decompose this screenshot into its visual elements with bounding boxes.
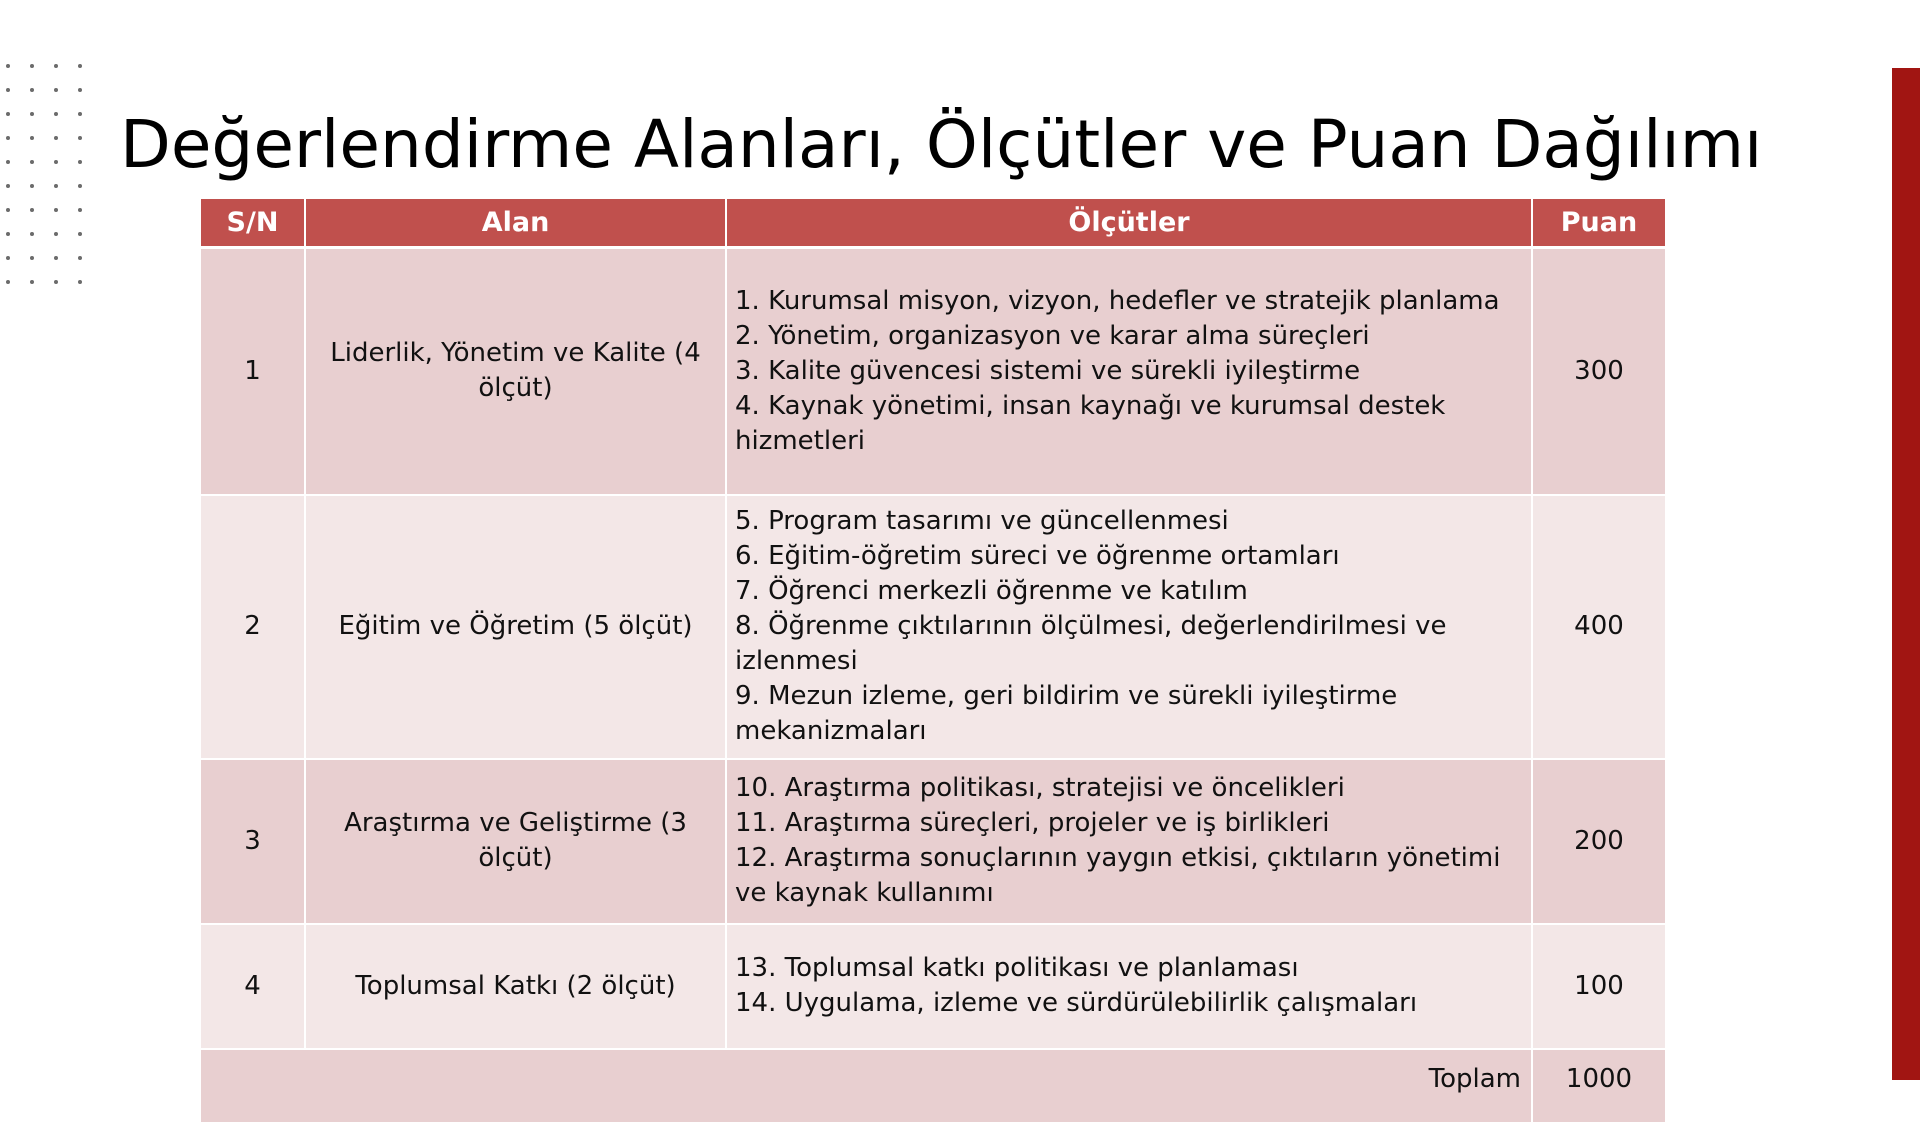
dot — [78, 88, 82, 92]
table-total-row — [201, 1049, 1665, 1123]
dot — [78, 64, 82, 68]
dot — [30, 256, 34, 260]
dot — [78, 232, 82, 236]
dot — [54, 136, 58, 140]
cell-olcutler — [726, 924, 1532, 1049]
cell-puan: 100 — [1532, 924, 1665, 1049]
dot — [54, 256, 58, 260]
dot — [6, 112, 10, 116]
criterion-item: 11. Araştırma süreçleri, projeler ve iş birlikleri — [735, 808, 1330, 838]
dot — [54, 184, 58, 188]
dot — [54, 88, 58, 92]
dot — [78, 136, 82, 140]
criteria-table-container — [201, 199, 1665, 1094]
dot — [78, 184, 82, 188]
dot — [6, 136, 10, 140]
cell-puan: 300 — [1532, 248, 1665, 495]
total-label: Toplam — [201, 1049, 1532, 1123]
cell-alan: Liderlik, Yönetim ve Kalite (4 ölçüt) — [305, 248, 726, 495]
dot — [6, 88, 10, 92]
table-header-row — [201, 199, 1665, 248]
cell-alan: Araştırma ve Geliştirme (3 ölçüt) — [305, 759, 726, 924]
header-sn: S/N — [201, 199, 305, 248]
dot — [30, 88, 34, 92]
dot — [6, 256, 10, 260]
dot — [30, 280, 34, 284]
dot — [78, 208, 82, 212]
dot — [6, 208, 10, 212]
dot — [54, 64, 58, 68]
header-puan: Puan — [1532, 199, 1665, 248]
dot — [30, 160, 34, 164]
table-row — [201, 495, 1665, 759]
criterion-item: 1. Kurumsal misyon, vizyon, hedefler ve stratejik planlama — [735, 285, 1500, 316]
cell-puan: 200 — [1532, 759, 1665, 924]
header-olcutler: Ölçütler — [726, 199, 1532, 248]
criterion-item: 13. Toplumsal katkı politikası ve planlaması — [735, 953, 1299, 983]
dot — [54, 208, 58, 212]
total-value: 1000 — [1532, 1049, 1665, 1123]
cell-olcutler — [726, 495, 1532, 759]
dot — [30, 112, 34, 116]
dot — [54, 280, 58, 284]
slide-title: Değerlendirme Alanları, Ölçütler ve Puan Dağılımı — [120, 106, 1763, 183]
cell-sn: 1 — [201, 248, 305, 495]
dot — [30, 64, 34, 68]
dot — [78, 160, 82, 164]
criterion-item: 6. Eğitim-öğretim süreci ve öğrenme ortamları — [735, 541, 1340, 571]
criterion-item: 2. Yönetim, organizasyon ve karar alma süreçleri — [735, 320, 1370, 351]
dot — [54, 160, 58, 164]
cell-sn: 4 — [201, 924, 305, 1049]
table-row — [201, 248, 1665, 495]
dot — [54, 112, 58, 116]
cell-puan: 400 — [1532, 495, 1665, 759]
cell-olcutler — [726, 248, 1532, 495]
cell-sn: 2 — [201, 495, 305, 759]
criterion-item: 10. Araştırma politikası, stratejisi ve öncelikleri — [735, 773, 1345, 803]
dot — [30, 184, 34, 188]
criterion-item: 9. Mezun izleme, geri bildirim ve sürekli iyileştirme mekanizmaları — [735, 681, 1398, 746]
dot — [30, 136, 34, 140]
decorative-dot-grid — [0, 64, 94, 304]
dot — [78, 280, 82, 284]
dot — [30, 208, 34, 212]
criterion-item: 4. Kaynak yönetimi, insan kaynağı ve kurumsal destek hizmetleri — [735, 390, 1446, 456]
cell-alan: Eğitim ve Öğretim (5 ölçüt) — [305, 495, 726, 759]
criterion-item: 14. Uygulama, izleme ve sürdürülebilirlik çalışmaları — [735, 988, 1418, 1018]
table-row — [201, 759, 1665, 924]
criterion-item: 3. Kalite güvencesi sistemi ve sürekli iyileştirme — [735, 355, 1361, 386]
dot — [6, 64, 10, 68]
dot — [6, 280, 10, 284]
cell-olcutler — [726, 759, 1532, 924]
decorative-side-bar — [1892, 68, 1920, 1080]
dot — [6, 160, 10, 164]
criteria-table — [201, 199, 1665, 1124]
criterion-item: 12. Araştırma sonuçlarının yaygın etkisi, çıktıların yönetimi ve kaynak kullanımı — [735, 843, 1501, 908]
header-alan: Alan — [305, 199, 726, 248]
dot — [78, 256, 82, 260]
dot — [78, 112, 82, 116]
criterion-item: 8. Öğrenme çıktılarının ölçülmesi, değerlendirilmesi ve izlenmesi — [735, 611, 1447, 676]
criterion-item: 7. Öğrenci merkezli öğrenme ve katılım — [735, 576, 1248, 606]
dot — [6, 184, 10, 188]
table-row — [201, 924, 1665, 1049]
criterion-item: 5. Program tasarımı ve güncellenmesi — [735, 506, 1229, 536]
cell-alan: Toplumsal Katkı (2 ölçüt) — [305, 924, 726, 1049]
dot — [54, 232, 58, 236]
dot — [30, 232, 34, 236]
cell-sn: 3 — [201, 759, 305, 924]
dot — [6, 232, 10, 236]
